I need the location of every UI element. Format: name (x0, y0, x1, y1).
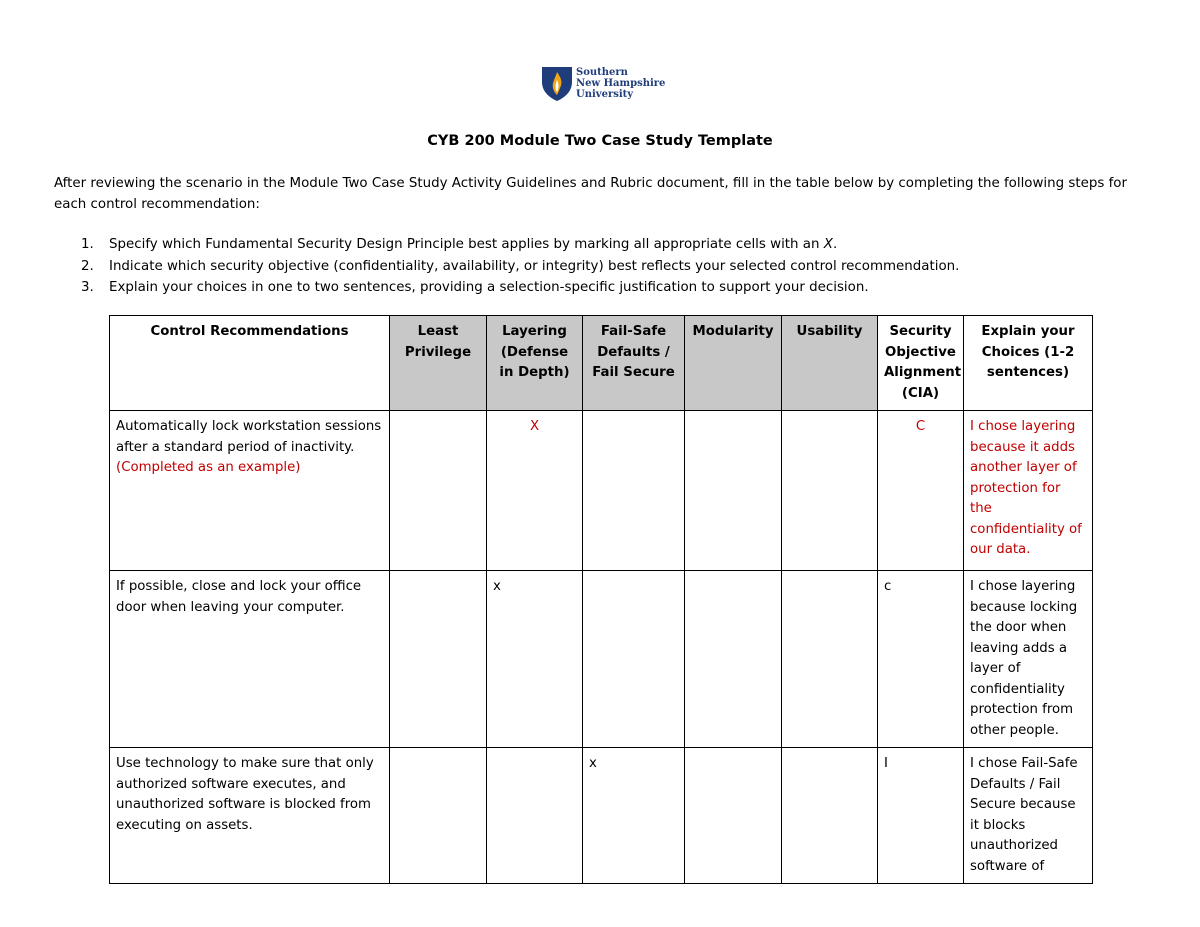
explanation-cell[interactable]: I chose layering because locking the door when leaving adds a layer of confidentiality protection from other people. (964, 571, 1093, 748)
explanation-cell[interactable]: I chose layering because it adds another layer of protection for the confidentiality of our data. (964, 411, 1093, 571)
table-header-row (110, 316, 1093, 411)
step-emphasis: X (823, 237, 833, 252)
header-least-privilege: Least Privilege (390, 316, 487, 411)
least-privilege-cell[interactable] (390, 571, 487, 748)
intro-paragraph: After reviewing the scenario in the Module Two Case Study Activity Guidelines and Rubric document, fill in the table below by completing the following steps for each control recommendation: (54, 176, 1128, 212)
wordmark-line-2: New Hampshire (576, 78, 666, 89)
fail-safe-cell[interactable]: x (583, 748, 685, 884)
step-item (81, 277, 1141, 299)
modularity-cell[interactable] (685, 571, 782, 748)
table-row (110, 748, 1093, 884)
recommendation-cell[interactable] (110, 411, 390, 571)
explanation-cell[interactable]: I chose Fail-Safe Defaults / Fail Secure because it blocks unauthorized software of (964, 748, 1093, 884)
instruction-steps (81, 234, 1141, 299)
step-item (81, 234, 1141, 256)
step-text: Indicate which security objective (confidentiality, availability, or integrity) best reflects your selected control recommendation. (109, 258, 960, 274)
cia-cell[interactable]: c (878, 571, 964, 748)
usability-cell[interactable] (782, 411, 878, 571)
table-row (110, 411, 1093, 571)
step-number: 2. (81, 258, 94, 274)
step-number: 3. (81, 280, 94, 295)
wordmark-line-3: University (576, 89, 634, 100)
university-wordmark (576, 67, 665, 100)
fail-safe-cell[interactable] (583, 571, 685, 748)
layering-cell[interactable]: x (487, 571, 583, 748)
header-modularity: Modularity (685, 316, 782, 411)
shield-flame-icon (541, 66, 573, 102)
case-study-table (109, 315, 1093, 884)
header-explain-choices: Explain your Choices (1-2 sentences) (964, 316, 1093, 411)
header-usability: Usability (782, 316, 878, 411)
example-note: (Completed as an example) (116, 460, 301, 475)
header-layering: Layering (Defense in Depth) (487, 316, 583, 411)
least-privilege-cell[interactable] (390, 411, 487, 571)
header-control-recommendations: Control Recommendations (110, 316, 390, 411)
step-text-end: . (832, 237, 838, 252)
modularity-cell[interactable] (685, 411, 782, 571)
modularity-cell[interactable] (685, 748, 782, 884)
wordmark-line-1: Southern (576, 67, 628, 78)
fail-safe-cell[interactable] (583, 411, 685, 571)
document-title: CYB 200 Module Two Case Study Template (427, 133, 773, 149)
step-text: Specify which Fundamental Security Design Principle best applies by marking all appropriate cells with an (109, 237, 824, 252)
least-privilege-cell[interactable] (390, 748, 487, 884)
recommendation-text: Automatically lock workstation sessions after a standard period of inactivity. (116, 419, 382, 455)
layering-cell[interactable] (487, 748, 583, 884)
step-item (81, 256, 1141, 278)
recommendation-cell[interactable]: Use technology to make sure that only authorized software executes, and unauthorized software is blocked from executing on assets. (110, 748, 390, 884)
step-text: Explain your choices in one to two sentences, providing a selection-specific justification to support your decision. (109, 280, 869, 295)
usability-cell[interactable] (782, 571, 878, 748)
table-row (110, 571, 1093, 748)
layering-cell[interactable]: X (487, 411, 583, 571)
header-fail-safe: Fail-Safe Defaults / Fail Secure (583, 316, 685, 411)
header-security-objective: Security Objective Alignment (CIA) (878, 316, 964, 411)
cia-cell[interactable]: C (878, 411, 964, 571)
snhu-logo (541, 66, 665, 102)
cia-cell[interactable]: I (878, 748, 964, 884)
step-number: 1. (81, 237, 94, 252)
usability-cell[interactable] (782, 748, 878, 884)
recommendation-cell[interactable]: If possible, close and lock your office door when leaving your computer. (110, 571, 390, 748)
